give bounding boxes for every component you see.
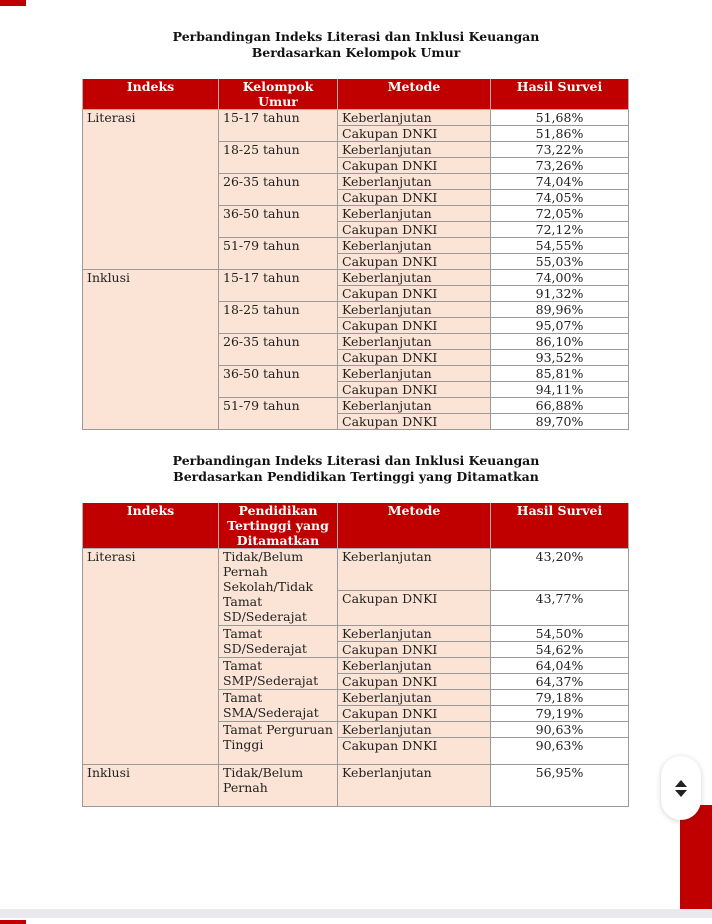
hasil-cell: 64,04%	[491, 658, 629, 674]
table-row	[83, 765, 629, 807]
hasil-cell: 55,03%	[491, 254, 629, 270]
hasil-cell: 43,77%	[491, 591, 629, 626]
table2-title-line2: Berdasarkan Pendidikan Tertinggi yang Ditamatkan	[173, 469, 539, 484]
kelompok-umur-cell: 36-50 tahun	[219, 206, 338, 238]
metode-cell: Keberlanjutan	[338, 722, 491, 738]
header-indeks: Indeks	[83, 503, 219, 549]
metode-cell: Cakupan DNKI	[338, 254, 491, 270]
metode-cell: Cakupan DNKI	[338, 706, 491, 722]
header-hasil-survei: Hasil Survei	[491, 79, 629, 110]
metode-cell: Cakupan DNKI	[338, 158, 491, 174]
metode-cell: Cakupan DNKI	[338, 350, 491, 366]
hasil-cell: 51,68%	[491, 110, 629, 126]
hasil-cell: 91,32%	[491, 286, 629, 302]
header-metode: Metode	[338, 503, 491, 549]
pendidikan-cell: Tamat SMA/Sederajat	[219, 690, 338, 722]
metode-cell: Keberlanjutan	[338, 142, 491, 158]
header-hasil-survei: Hasil Survei	[491, 503, 629, 549]
metode-cell: Keberlanjutan	[338, 366, 491, 382]
bottom-divider	[0, 909, 712, 918]
hasil-cell: 43,20%	[491, 549, 629, 591]
header-kelompok-umur: Kelompok Umur	[219, 79, 338, 110]
metode-cell: Cakupan DNKI	[338, 674, 491, 690]
hasil-cell: 86,10%	[491, 334, 629, 350]
arrow-down-icon	[675, 790, 687, 797]
age-group-table	[82, 79, 629, 430]
hasil-cell: 73,22%	[491, 142, 629, 158]
metode-cell: Keberlanjutan	[338, 110, 491, 126]
metode-cell: Keberlanjutan	[338, 690, 491, 706]
metode-cell: Keberlanjutan	[338, 238, 491, 254]
indeks-cell: Inklusi	[83, 765, 219, 807]
hasil-cell: 89,96%	[491, 302, 629, 318]
hasil-cell: 54,50%	[491, 626, 629, 642]
indeks-cell: Inklusi	[83, 270, 219, 430]
table2-title-line1: Perbandingan Indeks Literasi dan Inklusi Keuangan	[172, 453, 540, 468]
pendidikan-cell: Tidak/Belum Pernah	[219, 765, 338, 807]
scroll-button[interactable]	[661, 756, 701, 820]
table1-title-line1: Perbandingan Indeks Literasi dan Inklusi Keuangan	[172, 29, 540, 44]
table2-title	[0, 453, 712, 485]
table-row	[83, 110, 629, 126]
metode-cell: Cakupan DNKI	[338, 126, 491, 142]
hasil-cell: 89,70%	[491, 414, 629, 430]
hasil-cell: 72,05%	[491, 206, 629, 222]
hasil-cell: 56,95%	[491, 765, 629, 807]
kelompok-umur-cell: 18-25 tahun	[219, 142, 338, 174]
pendidikan-cell: Tamat SMP/Sederajat	[219, 658, 338, 690]
hasil-cell: 72,12%	[491, 222, 629, 238]
kelompok-umur-cell: 26-35 tahun	[219, 334, 338, 366]
metode-cell: Keberlanjutan	[338, 206, 491, 222]
metode-cell: Keberlanjutan	[338, 334, 491, 350]
metode-cell: Keberlanjutan	[338, 549, 491, 591]
metode-cell: Cakupan DNKI	[338, 318, 491, 334]
hasil-cell: 85,81%	[491, 366, 629, 382]
metode-cell: Cakupan DNKI	[338, 591, 491, 626]
kelompok-umur-cell: 36-50 tahun	[219, 366, 338, 398]
hasil-cell: 74,04%	[491, 174, 629, 190]
hasil-cell: 95,07%	[491, 318, 629, 334]
table-row	[83, 270, 629, 286]
table1-title	[0, 29, 712, 61]
metode-cell: Keberlanjutan	[338, 270, 491, 286]
hasil-cell: 90,63%	[491, 738, 629, 765]
pendidikan-cell: Tamat Perguruan Tinggi	[219, 722, 338, 765]
hasil-cell: 66,88%	[491, 398, 629, 414]
red-side-block	[680, 805, 712, 909]
kelompok-umur-cell: 18-25 tahun	[219, 302, 338, 334]
bottom-accent-tab	[0, 920, 26, 924]
pendidikan-cell: Tidak/Belum Pernah Sekolah/Tidak Tamat SD/Sederajat	[219, 549, 338, 626]
metode-cell: Cakupan DNKI	[338, 738, 491, 765]
hasil-cell: 93,52%	[491, 350, 629, 366]
metode-cell: Cakupan DNKI	[338, 222, 491, 238]
metode-cell: Cakupan DNKI	[338, 414, 491, 430]
education-table	[82, 503, 629, 807]
hasil-cell: 74,00%	[491, 270, 629, 286]
header-pendidikan: Pendidikan Tertinggi yang Ditamatkan	[219, 503, 338, 549]
indeks-cell: Literasi	[83, 110, 219, 270]
metode-cell: Keberlanjutan	[338, 658, 491, 674]
hasil-cell: 79,18%	[491, 690, 629, 706]
table1-title-line2: Berdasarkan Kelompok Umur	[251, 45, 461, 60]
metode-cell: Keberlanjutan	[338, 302, 491, 318]
table-header-row	[83, 79, 629, 110]
hasil-cell: 90,63%	[491, 722, 629, 738]
metode-cell: Cakupan DNKI	[338, 642, 491, 658]
indeks-cell: Literasi	[83, 549, 219, 765]
top-accent-tab	[0, 0, 26, 6]
hasil-cell: 79,19%	[491, 706, 629, 722]
pendidikan-cell: Tamat SD/Sederajat	[219, 626, 338, 658]
arrow-up-icon	[675, 780, 687, 787]
kelompok-umur-cell: 15-17 tahun	[219, 110, 338, 142]
metode-cell: Keberlanjutan	[338, 398, 491, 414]
kelompok-umur-cell: 51-79 tahun	[219, 398, 338, 430]
table-header-row	[83, 503, 629, 549]
hasil-cell: 51,86%	[491, 126, 629, 142]
metode-cell: Cakupan DNKI	[338, 286, 491, 302]
header-indeks: Indeks	[83, 79, 219, 110]
metode-cell: Keberlanjutan	[338, 626, 491, 642]
metode-cell: Keberlanjutan	[338, 765, 491, 807]
hasil-cell: 54,55%	[491, 238, 629, 254]
kelompok-umur-cell: 26-35 tahun	[219, 174, 338, 206]
metode-cell: Cakupan DNKI	[338, 190, 491, 206]
hasil-cell: 74,05%	[491, 190, 629, 206]
header-metode: Metode	[338, 79, 491, 110]
metode-cell: Keberlanjutan	[338, 174, 491, 190]
hasil-cell: 54,62%	[491, 642, 629, 658]
table-row	[83, 549, 629, 591]
kelompok-umur-cell: 51-79 tahun	[219, 238, 338, 270]
hasil-cell: 94,11%	[491, 382, 629, 398]
hasil-cell: 73,26%	[491, 158, 629, 174]
kelompok-umur-cell: 15-17 tahun	[219, 270, 338, 302]
metode-cell: Cakupan DNKI	[338, 382, 491, 398]
hasil-cell: 64,37%	[491, 674, 629, 690]
